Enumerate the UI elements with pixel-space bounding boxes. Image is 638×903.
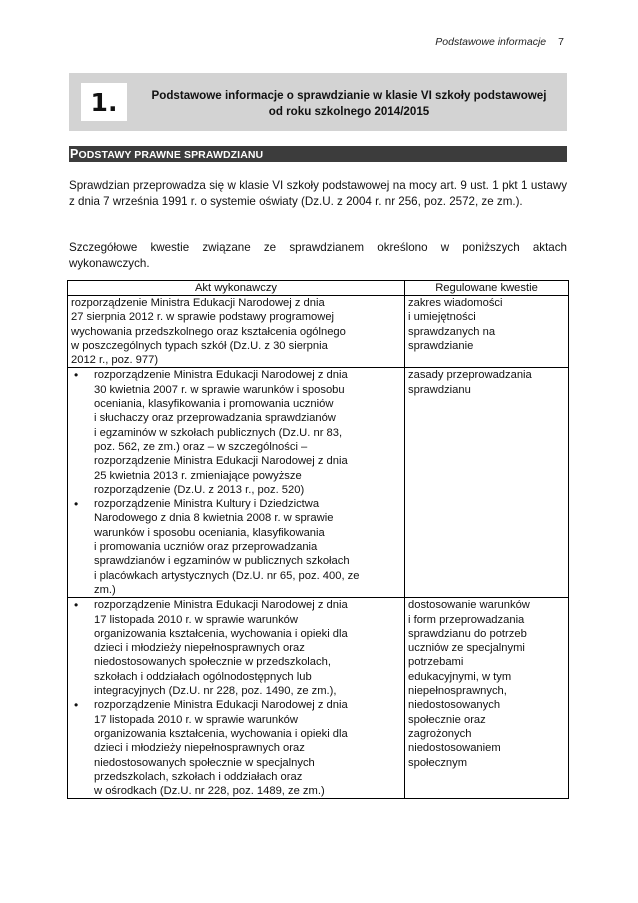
issue-line: dostosowanie warunków: [408, 599, 530, 612]
act-list-item: [71, 497, 401, 597]
act-line: • rozporządzenie Ministra Edukacji Narodowej z dnia: [94, 599, 348, 612]
act-list-item: [71, 368, 401, 497]
act-list: [71, 368, 401, 597]
act-line: 25 kwietnia 2013 r. zmieniające powyższe: [94, 469, 302, 482]
chapter-heading-box: [69, 73, 567, 131]
act-line: organizowania kształcenia, wychowania i opieki dla: [94, 727, 348, 740]
act-line: rozporządzenie Ministra Edukacji Narodowej z dnia: [94, 455, 348, 468]
act-line: niedostosowanych społecznie w przedszkolach,: [94, 656, 331, 669]
act-line: Narodowego z dnia 8 kwietnia 2008 r. w sprawie: [94, 512, 334, 525]
act-line: i promowania uczniów oraz przeprowadzania: [94, 541, 318, 554]
act-line: integracyjnych (Dz.U. nr 228, poz. 1490, ze zm.),: [94, 685, 337, 698]
act-cell: [68, 598, 405, 799]
section-heading-initial: P: [70, 147, 79, 161]
table-row: [68, 598, 569, 799]
column-header-act: Akt wykonawczy: [68, 281, 405, 296]
running-header: [435, 36, 564, 48]
act-line: 30 kwietnia 2007 r. w sprawie warunków i sposobu: [94, 383, 345, 396]
paragraph-executive-acts: Szczegółowe kwestie związane ze sprawdzianem określono w poniższych aktach wykonawczych.: [69, 241, 567, 270]
issues-cell: [405, 296, 569, 368]
act-line: 17 listopada 2010 r. w sprawie warunków: [94, 613, 298, 626]
act-line: poz. 562, ze zm.) oraz – w szczególności –: [94, 440, 308, 453]
act-cell: [68, 296, 405, 368]
act-line: 27 sierpnia 2012 r. w sprawie podstawy programowej: [71, 311, 335, 324]
issue-line: społecznie oraz: [408, 713, 486, 726]
act-list-item: [71, 598, 401, 698]
issue-line: sprawdzianie: [408, 339, 474, 352]
issues-cell: [405, 368, 569, 598]
issue-line: uczniów ze specjalnymi: [408, 642, 525, 655]
table-row: [68, 296, 569, 368]
chapter-title-line-1: Podstawowe informacje o sprawdzianie w klasie VI szkoły podstawowej: [151, 89, 547, 102]
running-header-title: Podstawowe informacje: [435, 36, 547, 48]
paragraph-legal-basis: Sprawdzian przeprowadza się w klasie VI szkoły podstawowej na mocy art. 9 ust. 1 pkt 1 ustawy z dnia 7 września 1991 r. o systemie oświaty (Dz.U. z 2004 r. nr 256, poz. 2572, ze zm.).: [69, 179, 567, 208]
act-line: warunków i sposobu oceniania, klasyfikowania: [94, 526, 325, 539]
executive-acts-table: [67, 280, 569, 799]
act-line: niedostosowanych społecznie w specjalnych: [94, 756, 315, 769]
table-header-row: [68, 281, 569, 296]
act-line: dzieci i młodzieży niepełnosprawnych oraz: [94, 642, 305, 655]
issue-line: potrzebami: [408, 656, 464, 669]
issue-line: niepełnosprawnych,: [408, 685, 507, 698]
act-line: 2012 r., poz. 977): [71, 354, 159, 367]
act-line: rozporządzenie (Dz.U. z 2013 r., poz. 520): [94, 483, 305, 496]
issue-line: społecznym: [408, 756, 468, 769]
issue-line: zakres wiadomości: [408, 297, 503, 309]
act-list-item: [71, 698, 401, 798]
issue-line: edukacyjnymi, w tym: [408, 670, 512, 683]
act-line: i placówkach artystycznych (Dz.U. nr 65, poz. 400, ze: [94, 569, 360, 582]
act-line: oceniania, klasyfikowania i promowania uczniów: [94, 398, 334, 411]
section-heading-rest: ODSTAWY PRAWNE SPRAWDZIANU: [78, 149, 264, 161]
issue-line: sprawdzianu do potrzeb: [408, 627, 527, 640]
column-header-issues: Regulowane kwestie: [405, 281, 569, 296]
act-line: w poszczególnych typach szkół (Dz.U. z 30 sierpnia: [71, 339, 328, 352]
act-line: w ośrodkach (Dz.U. nr 228, poz. 1489, ze zm.): [94, 785, 325, 798]
table-row: [68, 368, 569, 598]
act-line: zm.): [94, 583, 116, 596]
act-line: i egzaminów w szkołach publicznych (Dz.U. nr 83,: [94, 426, 343, 439]
issue-line: i umiejętności: [408, 311, 476, 324]
issue-line: sprawdzianu: [408, 383, 471, 396]
act-list: [71, 598, 401, 798]
issue-line: niedostosowanych: [408, 699, 501, 712]
act-line: wychowania przedszkolnego oraz kształcenia ogólnego: [71, 325, 346, 338]
act-line: sprawdzianów i egzaminów w publicznych szkołach: [94, 555, 350, 568]
act-line: przedszkolach, szkołach i oddziałach oraz: [94, 770, 303, 783]
act-line: • rozporządzenie Ministra Kultury i Dziedzictwa: [94, 498, 320, 511]
act-line: dzieci i młodzieży niepełnosprawnych oraz: [94, 742, 305, 755]
act-line: szkołach i oddziałach ogólnodostępnych lub: [94, 670, 312, 683]
chapter-number: 1.: [81, 83, 127, 121]
issue-line: sprawdzanych na: [408, 325, 496, 338]
chapter-title-line-2: od roku szkolnego 2014/2015: [268, 105, 430, 118]
issue-line: zagrożonych: [408, 727, 472, 740]
act-line: i słuchaczy oraz przeprowadzania sprawdzianów: [94, 412, 336, 425]
chapter-title: [141, 88, 557, 120]
act-line: organizowania kształcenia, wychowania i opieki dla: [94, 627, 348, 640]
issue-line: i form przeprowadzania: [408, 613, 525, 626]
issue-line: niedostosowaniem: [408, 742, 501, 755]
section-heading: [69, 146, 567, 162]
act-line: rozporządzenie Ministra Edukacji Narodowej z dnia: [71, 297, 325, 309]
act-cell: [68, 368, 405, 598]
act-line: 17 listopada 2010 r. w sprawie warunków: [94, 713, 298, 726]
act-line: • rozporządzenie Ministra Edukacji Narodowej z dnia: [94, 369, 348, 382]
issue-line: zasady przeprowadzania: [408, 369, 532, 382]
issues-cell: [405, 598, 569, 799]
act-line: • rozporządzenie Ministra Edukacji Narodowej z dnia: [94, 699, 348, 712]
page-number: 7: [558, 36, 564, 48]
